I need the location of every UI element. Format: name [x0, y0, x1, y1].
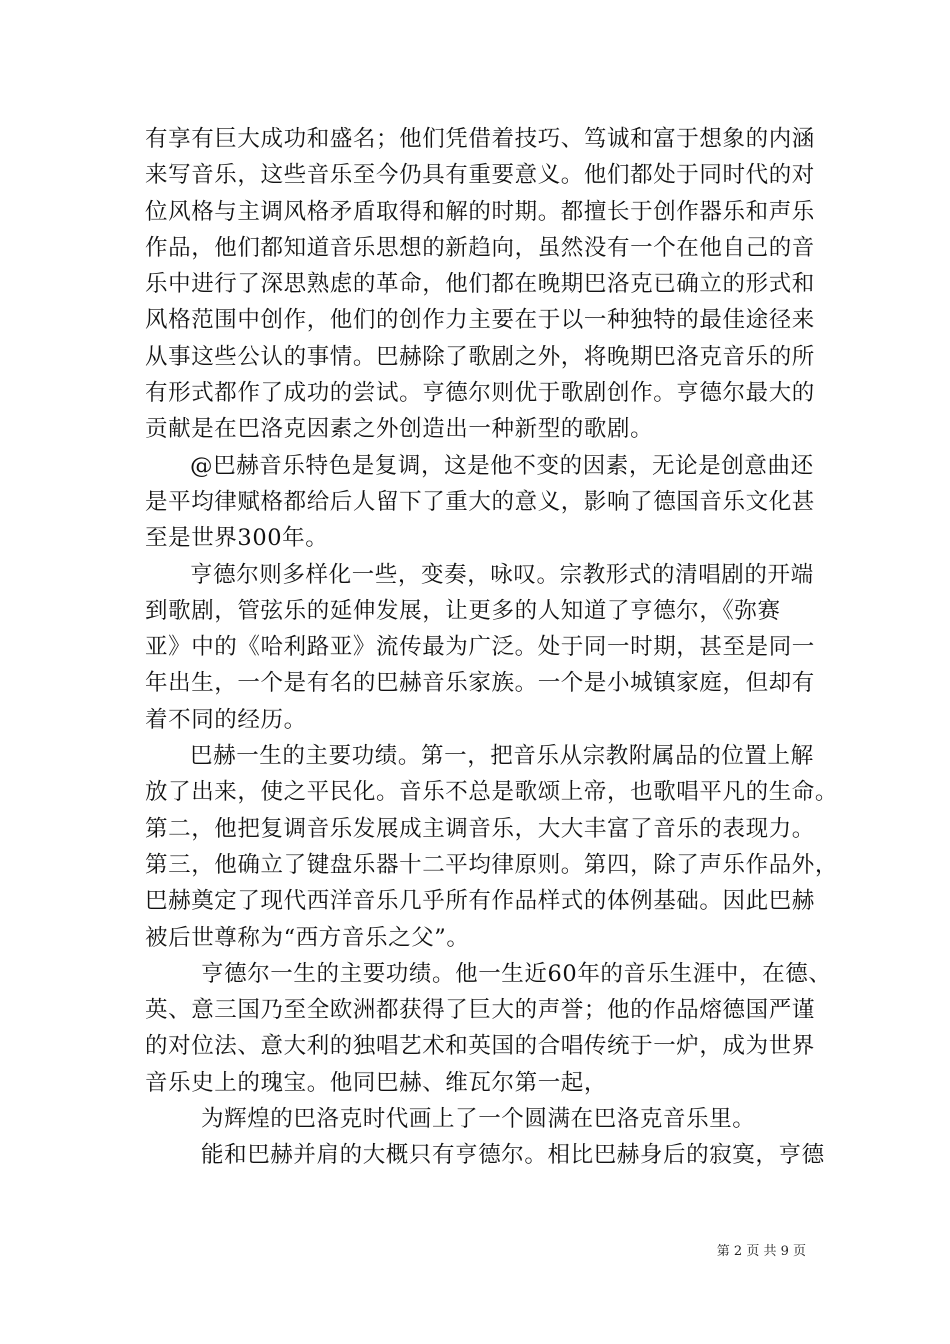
text-line: 有享有巨大成功和盛名；他们凭借着技巧、笃诚和富于想象的内涵 — [145, 126, 815, 152]
text-line: 巴赫奠定了现代西洋音乐几乎所有作品样式的体例基础。因此巴赫 — [145, 888, 815, 915]
text-line: 位风格与主调风格矛盾取得和解的时期。都擅长于创作器乐和声乐 — [145, 198, 815, 225]
text-line: 被后世尊称为“西方音乐之父”。 — [145, 924, 470, 951]
text-line: 亨德尔则多样化一些，变奏，咏叹。宗教形式的清唱剧的开端 — [190, 561, 814, 588]
text-line: @巴赫音乐特色是复调，这是他不变的因素，无论是创意曲还 — [190, 452, 814, 479]
document-body — [145, 121, 839, 1174]
text-line: 能和巴赫并肩的大概只有亨德尔。相比巴赫身后的寂寞，亨德 — [201, 1142, 825, 1169]
text-line: 到歌剧，管弦乐的延伸发展，让更多的人知道了亨德尔，《弥赛 — [145, 597, 781, 624]
text-line: 第二，他把复调音乐发展成主调音乐，大大丰富了音乐的表现力。 — [145, 815, 815, 842]
text-line: 亚》中的《哈利路亚》流传最为广泛。处于同一时期，甚至是同一 — [145, 634, 815, 661]
text-line: 巴赫一生的主要功绩。第一，把音乐从宗教附属品的位置上解 — [190, 743, 814, 770]
text-line: 有形式都作了成功的尝试。亨德尔则优于歌剧创作。亨德尔最大的 — [145, 380, 815, 407]
text-line: 为辉煌的巴洛克时代画上了一个圆满在巴洛克音乐里。 — [201, 1106, 756, 1133]
text-line: 风格范围中创作，他们的创作力主要在于以一种独特的最佳途径来 — [145, 307, 815, 334]
text-line: 英、意三国乃至全欧洲都获得了巨大的声誉；他的作品熔德国严谨 — [145, 997, 815, 1024]
text-line: 第三，他确立了键盘乐器十二平均律原则。第四，除了声乐作品外， — [145, 851, 839, 878]
text-line: 乐中进行了深思熟虑的革命，他们都在晚期巴洛克已确立的形式和 — [145, 271, 815, 298]
text-line: 是平均律赋格都给后人留下了重大的意义，影响了德国音乐文化甚 — [145, 488, 815, 515]
text-line: 至是世界300年。 — [145, 525, 329, 552]
text-line: 音乐史上的瑰宝。他同巴赫、维瓦尔第一起， — [145, 1069, 608, 1096]
text-line: 着不同的经历。 — [145, 706, 307, 733]
text-line: 放了出来，使之平民化。音乐不总是歌颂上帝，也歌唱平凡的生命。 — [145, 779, 839, 806]
page-number: 第 2 页 共 9 页 — [716, 1244, 806, 1259]
text-line: 贡献是在巴洛克因素之外创造出一种新型的歌剧。 — [145, 416, 654, 443]
text-line: 年出生，一个是有名的巴赫音乐家族。一个是小城镇家庭，但却有 — [145, 670, 815, 697]
text-line: 来写音乐，这些音乐至今仍具有重要意义。他们都处于同时代的对 — [145, 162, 815, 189]
text-line: 作品，他们都知道音乐思想的新趋向，虽然没有一个在他自己的音 — [145, 234, 815, 261]
text-line: 亨德尔一生的主要功绩。他一生近60年的音乐生涯中，在德、 — [201, 960, 832, 987]
text-line: 从事这些公认的事情。巴赫除了歌剧之外，将晚期巴洛克音乐的所 — [145, 343, 815, 370]
text-line: 的对位法、意大利的独唱艺术和英国的合唱传统于一炉，成为世界 — [145, 1033, 815, 1060]
